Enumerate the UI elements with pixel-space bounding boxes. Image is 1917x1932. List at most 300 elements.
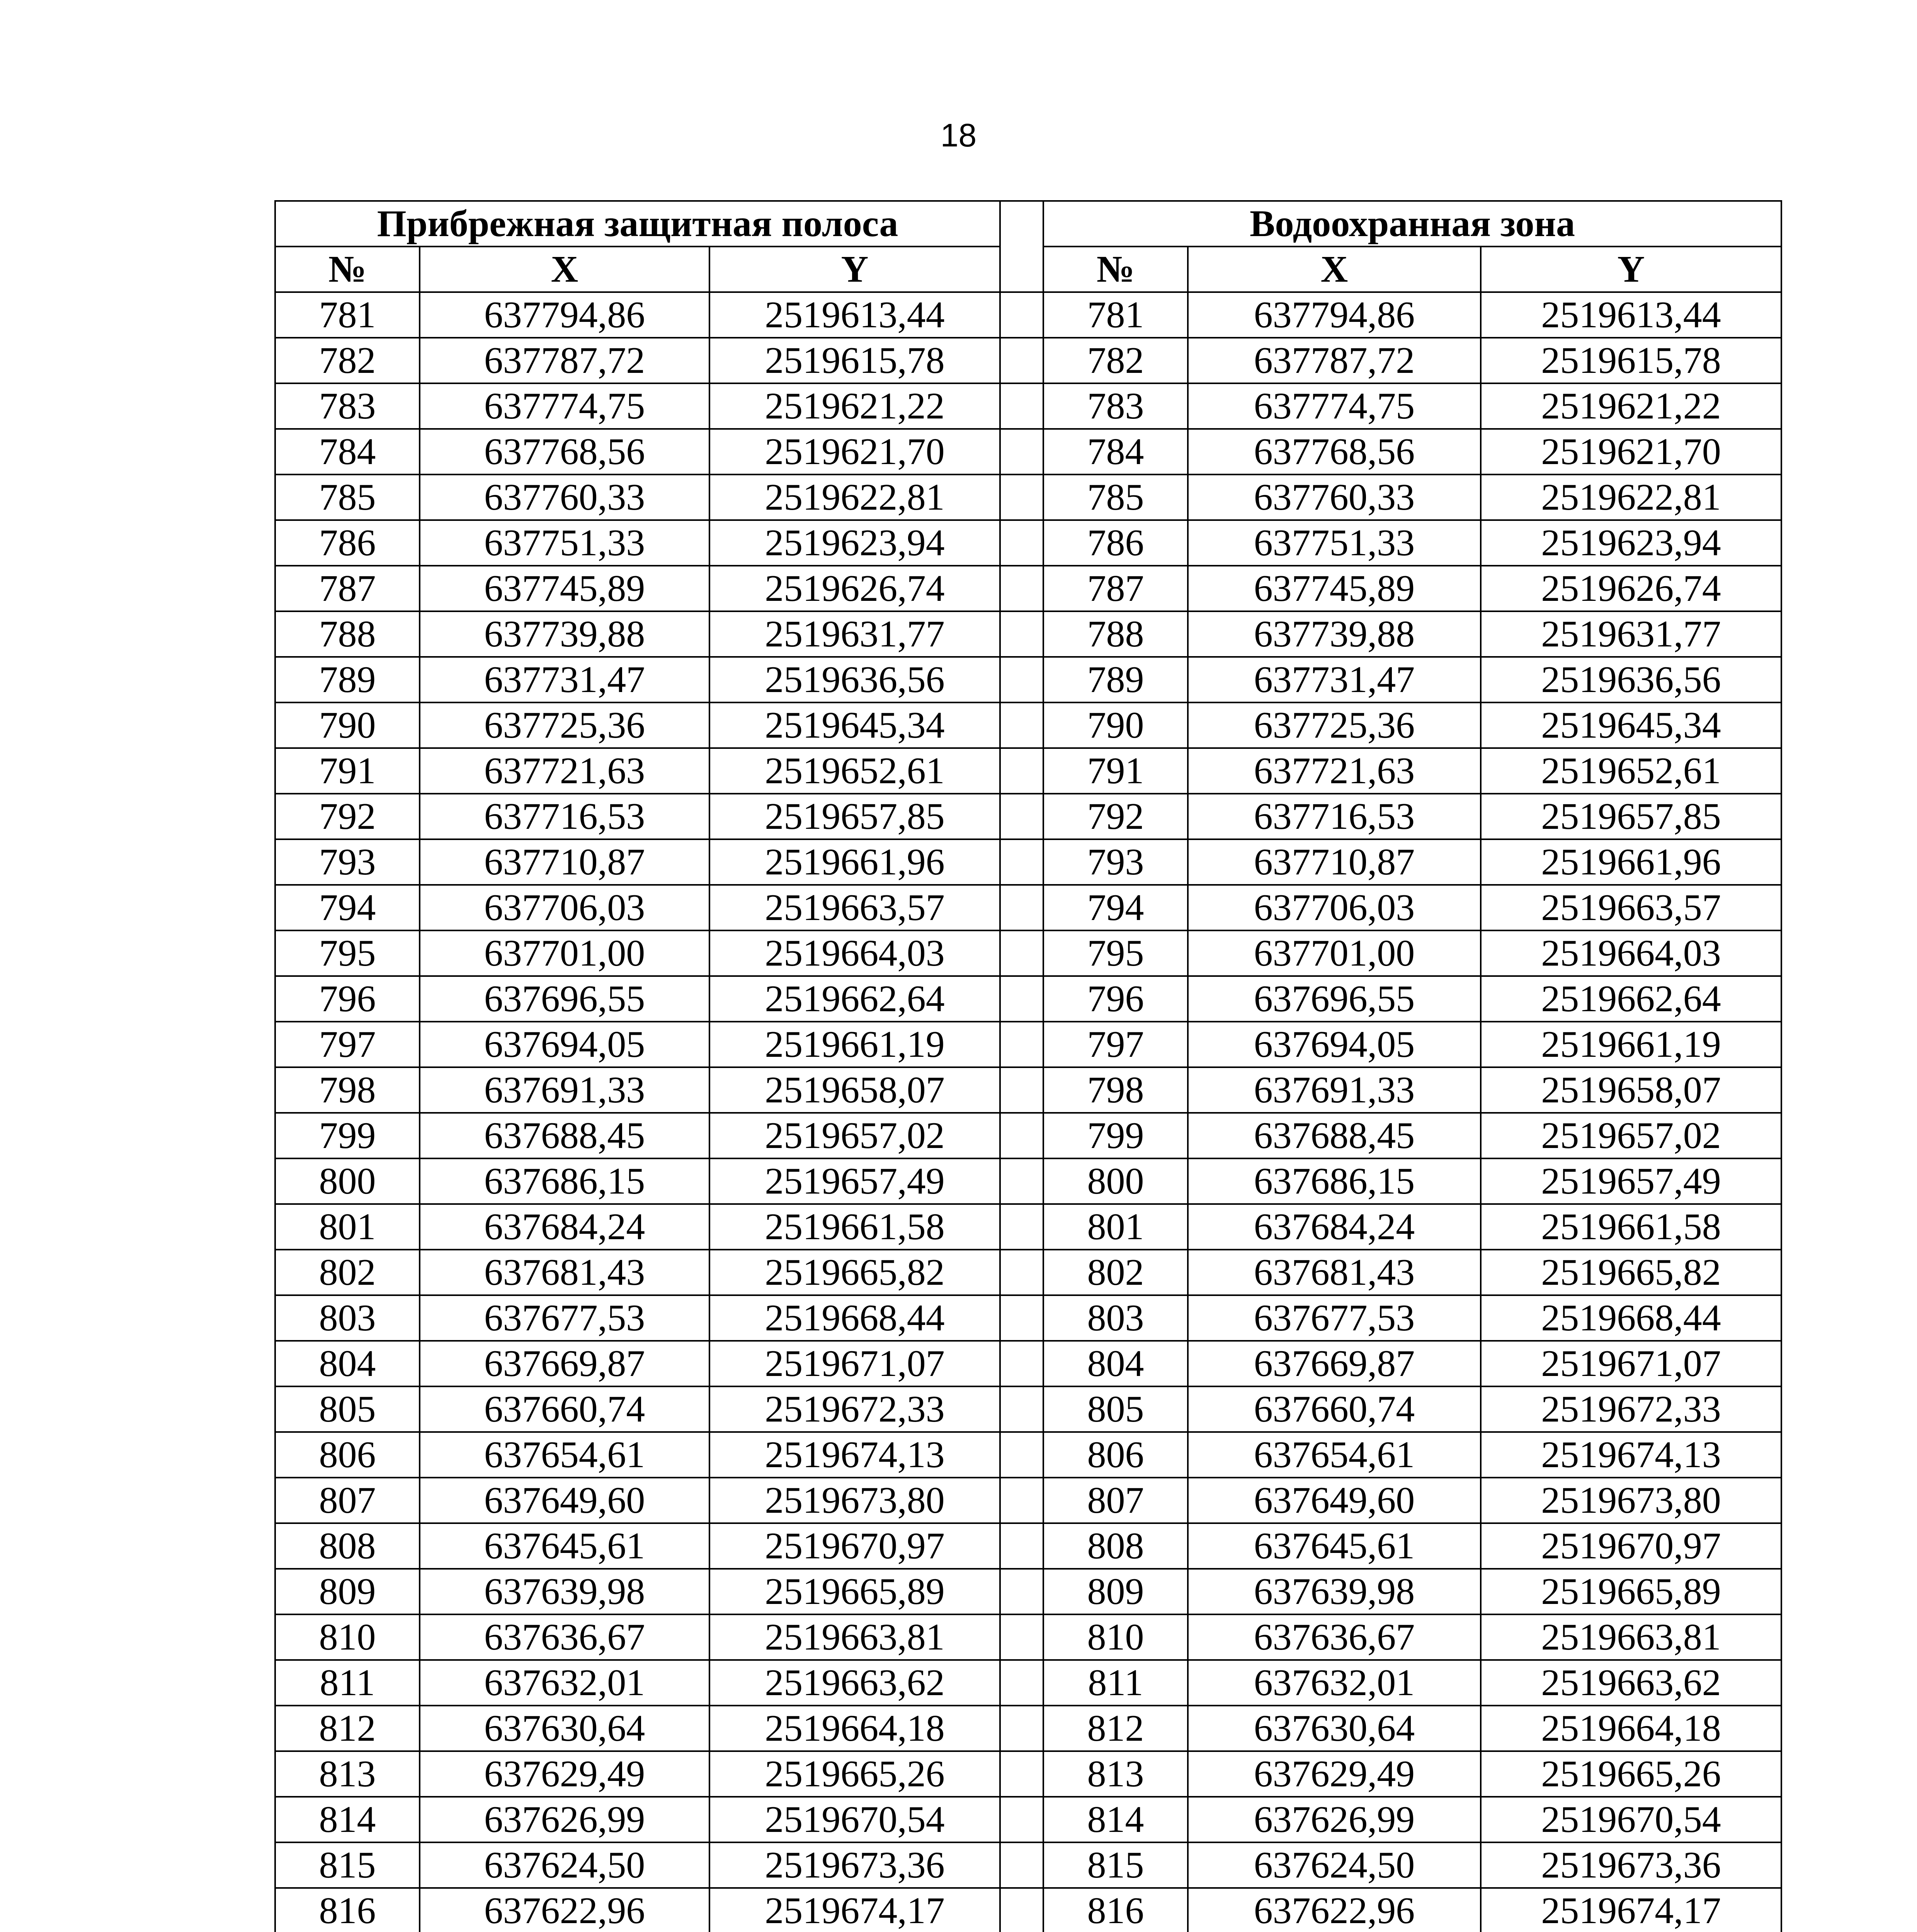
left-cell-y: 2519631,77 [709, 611, 1000, 657]
left-cell-x: 637694,05 [420, 1022, 709, 1067]
left-cell-x: 637745,89 [420, 566, 709, 611]
left-cell-no: 794 [275, 885, 420, 930]
left-cell-no: 790 [275, 702, 420, 748]
right-cell-y: 2519626,74 [1481, 566, 1781, 611]
table-gap-cell [1000, 338, 1043, 383]
table-gap-cell [1000, 794, 1043, 839]
right-cell-y: 2519645,34 [1481, 702, 1781, 748]
left-cell-x: 637626,99 [420, 1797, 709, 1842]
table-gap-cell [1000, 292, 1043, 338]
left-cell-x: 637688,45 [420, 1113, 709, 1158]
left-cell-y: 2519672,33 [709, 1386, 1000, 1432]
table-row [275, 383, 1781, 429]
right-cell-no: 800 [1043, 1158, 1188, 1204]
left-cell-y: 2519622,81 [709, 474, 1000, 520]
right-cell-y: 2519657,02 [1481, 1113, 1781, 1158]
left-cell-y: 2519621,70 [709, 429, 1000, 474]
table-row [275, 1478, 1781, 1523]
table-row [275, 1295, 1781, 1341]
table-gap-cell [1000, 429, 1043, 474]
table-body [275, 292, 1781, 1932]
left-cell-y: 2519665,26 [709, 1751, 1000, 1797]
table-gap-cell [1000, 474, 1043, 520]
left-cell-x: 637701,00 [420, 930, 709, 976]
left-cell-y: 2519673,80 [709, 1478, 1000, 1523]
table-gap-cell [1000, 976, 1043, 1022]
right-cell-no: 785 [1043, 474, 1188, 520]
right-cell-y: 2519662,64 [1481, 976, 1781, 1022]
right-cell-no: 809 [1043, 1569, 1188, 1614]
left-cell-x: 637681,43 [420, 1250, 709, 1295]
right-cell-no: 795 [1043, 930, 1188, 976]
right-cell-y: 2519636,56 [1481, 657, 1781, 702]
left-cell-no: 804 [275, 1341, 420, 1386]
table-row [275, 338, 1781, 383]
right-cell-y: 2519674,17 [1481, 1888, 1781, 1932]
left-cell-y: 2519665,89 [709, 1569, 1000, 1614]
left-cell-y: 2519661,96 [709, 839, 1000, 885]
table-gap-cell [1000, 1067, 1043, 1113]
right-cell-y: 2519621,70 [1481, 429, 1781, 474]
left-cell-y: 2519652,61 [709, 748, 1000, 794]
right-cell-no: 796 [1043, 976, 1188, 1022]
right-cell-y: 2519670,97 [1481, 1523, 1781, 1569]
right-cell-x: 637706,03 [1188, 885, 1481, 930]
table-row [275, 748, 1781, 794]
right-cell-x: 637710,87 [1188, 839, 1481, 885]
right-cell-x: 637739,88 [1188, 611, 1481, 657]
right-cell-x: 637669,87 [1188, 1341, 1481, 1386]
left-cell-x: 637660,74 [420, 1386, 709, 1432]
right-cell-no: 787 [1043, 566, 1188, 611]
table-gap-cell [1000, 748, 1043, 794]
right-cell-x: 637731,47 [1188, 657, 1481, 702]
table-gap-cell [1000, 1706, 1043, 1751]
right-cell-y: 2519664,03 [1481, 930, 1781, 976]
coordinates-table [274, 200, 1782, 1932]
left-cell-x: 637731,47 [420, 657, 709, 702]
right-cell-no: 810 [1043, 1614, 1188, 1660]
table-row [275, 1751, 1781, 1797]
right-cell-y: 2519657,85 [1481, 794, 1781, 839]
right-cell-x: 637677,53 [1188, 1295, 1481, 1341]
left-cell-y: 2519657,02 [709, 1113, 1000, 1158]
water-protection-zone-title: Водоохранная зона [1043, 201, 1781, 247]
left-cell-y: 2519621,22 [709, 383, 1000, 429]
right-cell-x: 637654,61 [1188, 1432, 1481, 1478]
left-cell-no: 789 [275, 657, 420, 702]
left-cell-x: 637768,56 [420, 429, 709, 474]
left-cell-y: 2519662,64 [709, 976, 1000, 1022]
right-cell-x: 637701,00 [1188, 930, 1481, 976]
table-row [275, 1614, 1781, 1660]
right-col-y-header: Y [1481, 247, 1781, 292]
left-cell-y: 2519670,97 [709, 1523, 1000, 1569]
right-cell-y: 2519668,44 [1481, 1295, 1781, 1341]
right-cell-no: 806 [1043, 1432, 1188, 1478]
left-cell-x: 637677,53 [420, 1295, 709, 1341]
left-cell-y: 2519673,36 [709, 1842, 1000, 1888]
left-cell-no: 791 [275, 748, 420, 794]
right-cell-x: 637696,55 [1188, 976, 1481, 1022]
table-gap-cell [1000, 1341, 1043, 1386]
right-cell-y: 2519615,78 [1481, 338, 1781, 383]
right-cell-no: 797 [1043, 1022, 1188, 1067]
left-cell-x: 637794,86 [420, 292, 709, 338]
right-cell-no: 794 [1043, 885, 1188, 930]
right-cell-y: 2519622,81 [1481, 474, 1781, 520]
table-row [275, 1113, 1781, 1158]
left-cell-x: 637725,36 [420, 702, 709, 748]
left-cell-no: 783 [275, 383, 420, 429]
left-cell-y: 2519636,56 [709, 657, 1000, 702]
left-cell-no: 816 [275, 1888, 420, 1932]
left-cell-y: 2519670,54 [709, 1797, 1000, 1842]
right-cell-no: 815 [1043, 1842, 1188, 1888]
left-cell-x: 637691,33 [420, 1067, 709, 1113]
table-gap-cell [1000, 702, 1043, 748]
table-row [275, 1386, 1781, 1432]
left-cell-y: 2519623,94 [709, 520, 1000, 566]
right-cell-no: 792 [1043, 794, 1188, 839]
table-gap-cell [1000, 1751, 1043, 1797]
right-cell-no: 793 [1043, 839, 1188, 885]
table-gap-cell [1000, 520, 1043, 566]
left-cell-no: 800 [275, 1158, 420, 1204]
left-cell-x: 637684,24 [420, 1204, 709, 1250]
table-gap-cell [1000, 1614, 1043, 1660]
left-cell-no: 803 [275, 1295, 420, 1341]
right-cell-x: 637626,99 [1188, 1797, 1481, 1842]
page-number: 18 [940, 117, 977, 153]
left-cell-x: 637629,49 [420, 1751, 709, 1797]
right-cell-x: 637745,89 [1188, 566, 1481, 611]
right-col-x-header: X [1188, 247, 1481, 292]
right-cell-no: 781 [1043, 292, 1188, 338]
left-cell-no: 812 [275, 1706, 420, 1751]
right-cell-x: 637691,33 [1188, 1067, 1481, 1113]
right-col-no-header: № [1043, 247, 1188, 292]
left-cell-y: 2519613,44 [709, 292, 1000, 338]
left-cell-no: 795 [275, 930, 420, 976]
right-cell-no: 813 [1043, 1751, 1188, 1797]
left-cell-y: 2519657,85 [709, 794, 1000, 839]
right-cell-no: 788 [1043, 611, 1188, 657]
coastal-protection-strip-title: Прибрежная защитная полоса [275, 201, 1000, 247]
right-cell-no: 807 [1043, 1478, 1188, 1523]
right-cell-y: 2519631,77 [1481, 611, 1781, 657]
right-cell-y: 2519663,62 [1481, 1660, 1781, 1706]
left-cell-x: 637721,63 [420, 748, 709, 794]
table-row [275, 1888, 1781, 1932]
right-cell-no: 790 [1043, 702, 1188, 748]
right-cell-y: 2519661,19 [1481, 1022, 1781, 1067]
left-cell-no: 815 [275, 1842, 420, 1888]
left-cell-x: 637739,88 [420, 611, 709, 657]
left-cell-no: 796 [275, 976, 420, 1022]
table-row [275, 611, 1781, 657]
right-cell-x: 637684,24 [1188, 1204, 1481, 1250]
table-row [275, 520, 1781, 566]
right-cell-x: 637768,56 [1188, 429, 1481, 474]
left-cell-y: 2519661,19 [709, 1022, 1000, 1067]
table-row [275, 1158, 1781, 1204]
right-cell-no: 802 [1043, 1250, 1188, 1295]
right-cell-y: 2519613,44 [1481, 292, 1781, 338]
right-cell-no: 804 [1043, 1341, 1188, 1386]
table-row [275, 885, 1781, 930]
table-row [275, 566, 1781, 611]
left-cell-no: 782 [275, 338, 420, 383]
right-cell-no: 786 [1043, 520, 1188, 566]
table-row [275, 1204, 1781, 1250]
table-row [275, 657, 1781, 702]
table-row [275, 1432, 1781, 1478]
right-cell-y: 2519674,13 [1481, 1432, 1781, 1478]
left-cell-x: 637774,75 [420, 383, 709, 429]
left-cell-y: 2519674,13 [709, 1432, 1000, 1478]
right-cell-no: 811 [1043, 1660, 1188, 1706]
table-row [275, 1706, 1781, 1751]
right-cell-no: 784 [1043, 429, 1188, 474]
left-cell-x: 637686,15 [420, 1158, 709, 1204]
table-row [275, 1341, 1781, 1386]
table-gap-column [1000, 201, 1043, 292]
left-cell-y: 2519645,34 [709, 702, 1000, 748]
left-cell-x: 637710,87 [420, 839, 709, 885]
table-row [275, 839, 1781, 885]
table-gap-cell [1000, 839, 1043, 885]
right-cell-y: 2519673,36 [1481, 1842, 1781, 1888]
right-cell-no: 799 [1043, 1113, 1188, 1158]
left-cell-y: 2519663,62 [709, 1660, 1000, 1706]
table-row [275, 1022, 1781, 1067]
table-gap-cell [1000, 1295, 1043, 1341]
right-cell-x: 637630,64 [1188, 1706, 1481, 1751]
right-cell-no: 791 [1043, 748, 1188, 794]
right-cell-x: 637649,60 [1188, 1478, 1481, 1523]
table-row [275, 474, 1781, 520]
right-cell-x: 637629,49 [1188, 1751, 1481, 1797]
left-cell-y: 2519668,44 [709, 1295, 1000, 1341]
left-cell-y: 2519661,58 [709, 1204, 1000, 1250]
right-cell-no: 782 [1043, 338, 1188, 383]
right-cell-y: 2519652,61 [1481, 748, 1781, 794]
table-gap-cell [1000, 1113, 1043, 1158]
left-cell-y: 2519663,81 [709, 1614, 1000, 1660]
table-gap-cell [1000, 1022, 1043, 1067]
left-cell-no: 786 [275, 520, 420, 566]
right-cell-y: 2519673,80 [1481, 1478, 1781, 1523]
right-cell-y: 2519665,26 [1481, 1751, 1781, 1797]
right-cell-no: 814 [1043, 1797, 1188, 1842]
left-cell-no: 788 [275, 611, 420, 657]
table-gap-cell [1000, 930, 1043, 976]
right-cell-no: 801 [1043, 1204, 1188, 1250]
right-cell-y: 2519623,94 [1481, 520, 1781, 566]
left-cell-no: 793 [275, 839, 420, 885]
right-cell-x: 637686,15 [1188, 1158, 1481, 1204]
left-cell-no: 814 [275, 1797, 420, 1842]
table-gap-cell [1000, 1478, 1043, 1523]
right-cell-y: 2519672,33 [1481, 1386, 1781, 1432]
left-cell-y: 2519626,74 [709, 566, 1000, 611]
left-col-y-header: Y [709, 247, 1000, 292]
left-cell-no: 787 [275, 566, 420, 611]
left-col-no-header: № [275, 247, 420, 292]
right-cell-no: 783 [1043, 383, 1188, 429]
table-row [275, 794, 1781, 839]
table-row [275, 1523, 1781, 1569]
left-cell-no: 781 [275, 292, 420, 338]
right-cell-y: 2519671,07 [1481, 1341, 1781, 1386]
left-cell-x: 637649,60 [420, 1478, 709, 1523]
right-cell-x: 637622,96 [1188, 1888, 1481, 1932]
right-cell-x: 637794,86 [1188, 292, 1481, 338]
table-gap-cell [1000, 1660, 1043, 1706]
table-row [275, 930, 1781, 976]
right-cell-y: 2519665,82 [1481, 1250, 1781, 1295]
table-row [275, 1797, 1781, 1842]
left-cell-y: 2519664,18 [709, 1706, 1000, 1751]
table-gap-cell [1000, 1250, 1043, 1295]
table-gap-cell [1000, 1842, 1043, 1888]
left-cell-no: 810 [275, 1614, 420, 1660]
right-cell-no: 805 [1043, 1386, 1188, 1432]
left-cell-no: 784 [275, 429, 420, 474]
right-cell-y: 2519670,54 [1481, 1797, 1781, 1842]
table-gap-cell [1000, 1888, 1043, 1932]
right-cell-x: 637721,63 [1188, 748, 1481, 794]
right-cell-x: 637681,43 [1188, 1250, 1481, 1295]
left-cell-x: 637760,33 [420, 474, 709, 520]
left-cell-y: 2519664,03 [709, 930, 1000, 976]
table-gap-cell [1000, 383, 1043, 429]
left-cell-y: 2519674,17 [709, 1888, 1000, 1932]
left-cell-y: 2519665,82 [709, 1250, 1000, 1295]
left-cell-x: 637632,01 [420, 1660, 709, 1706]
left-cell-y: 2519663,57 [709, 885, 1000, 930]
table-row [275, 1842, 1781, 1888]
left-cell-x: 637716,53 [420, 794, 709, 839]
table-row [275, 292, 1781, 338]
left-cell-no: 806 [275, 1432, 420, 1478]
table-gap-cell [1000, 1204, 1043, 1250]
left-cell-no: 798 [275, 1067, 420, 1113]
left-cell-x: 637622,96 [420, 1888, 709, 1932]
table-title-row [275, 201, 1781, 247]
table-gap-cell [1000, 1432, 1043, 1478]
right-cell-x: 637624,50 [1188, 1842, 1481, 1888]
table-gap-cell [1000, 1386, 1043, 1432]
table-gap-cell [1000, 1569, 1043, 1614]
right-cell-x: 637725,36 [1188, 702, 1481, 748]
left-cell-x: 637624,50 [420, 1842, 709, 1888]
left-cell-x: 637639,98 [420, 1569, 709, 1614]
right-cell-x: 637751,33 [1188, 520, 1481, 566]
left-cell-x: 637645,61 [420, 1523, 709, 1569]
left-cell-no: 808 [275, 1523, 420, 1569]
left-cell-y: 2519671,07 [709, 1341, 1000, 1386]
right-cell-y: 2519663,57 [1481, 885, 1781, 930]
left-cell-no: 809 [275, 1569, 420, 1614]
left-cell-no: 792 [275, 794, 420, 839]
left-col-x-header: X [420, 247, 709, 292]
table-row [275, 702, 1781, 748]
right-cell-no: 808 [1043, 1523, 1188, 1569]
right-cell-x: 637787,72 [1188, 338, 1481, 383]
table-gap-cell [1000, 1158, 1043, 1204]
left-cell-no: 805 [275, 1386, 420, 1432]
right-cell-x: 637639,98 [1188, 1569, 1481, 1614]
right-cell-y: 2519658,07 [1481, 1067, 1781, 1113]
table-row [275, 1660, 1781, 1706]
right-cell-y: 2519664,18 [1481, 1706, 1781, 1751]
left-cell-y: 2519658,07 [709, 1067, 1000, 1113]
left-cell-no: 799 [275, 1113, 420, 1158]
left-cell-no: 797 [275, 1022, 420, 1067]
right-cell-x: 637760,33 [1188, 474, 1481, 520]
left-cell-no: 785 [275, 474, 420, 520]
right-cell-x: 637660,74 [1188, 1386, 1481, 1432]
right-cell-no: 789 [1043, 657, 1188, 702]
right-cell-y: 2519661,96 [1481, 839, 1781, 885]
table-row [275, 429, 1781, 474]
left-cell-x: 637636,67 [420, 1614, 709, 1660]
right-cell-x: 637645,61 [1188, 1523, 1481, 1569]
right-cell-no: 816 [1043, 1888, 1188, 1932]
table-gap-cell [1000, 1797, 1043, 1842]
left-cell-no: 807 [275, 1478, 420, 1523]
left-cell-x: 637751,33 [420, 520, 709, 566]
table-row [275, 976, 1781, 1022]
right-cell-x: 637632,01 [1188, 1660, 1481, 1706]
right-cell-y: 2519663,81 [1481, 1614, 1781, 1660]
left-cell-y: 2519615,78 [709, 338, 1000, 383]
right-cell-x: 637774,75 [1188, 383, 1481, 429]
left-cell-x: 637654,61 [420, 1432, 709, 1478]
right-cell-x: 637688,45 [1188, 1113, 1481, 1158]
right-cell-y: 2519657,49 [1481, 1158, 1781, 1204]
left-cell-x: 637669,87 [420, 1341, 709, 1386]
right-cell-y: 2519665,89 [1481, 1569, 1781, 1614]
left-cell-y: 2519657,49 [709, 1158, 1000, 1204]
left-cell-no: 811 [275, 1660, 420, 1706]
right-cell-no: 803 [1043, 1295, 1188, 1341]
right-cell-y: 2519621,22 [1481, 383, 1781, 429]
table-gap-cell [1000, 657, 1043, 702]
right-cell-x: 637694,05 [1188, 1022, 1481, 1067]
left-cell-no: 801 [275, 1204, 420, 1250]
table-gap-cell [1000, 611, 1043, 657]
left-cell-x: 637787,72 [420, 338, 709, 383]
right-cell-x: 637716,53 [1188, 794, 1481, 839]
left-cell-x: 637696,55 [420, 976, 709, 1022]
table-row [275, 1067, 1781, 1113]
table-gap-cell [1000, 566, 1043, 611]
left-cell-no: 813 [275, 1751, 420, 1797]
table-gap-cell [1000, 1523, 1043, 1569]
table-row [275, 1250, 1781, 1295]
right-cell-y: 2519661,58 [1481, 1204, 1781, 1250]
right-cell-no: 798 [1043, 1067, 1188, 1113]
left-cell-no: 802 [275, 1250, 420, 1295]
right-cell-no: 812 [1043, 1706, 1188, 1751]
left-cell-x: 637706,03 [420, 885, 709, 930]
table-gap-cell [1000, 885, 1043, 930]
right-cell-x: 637636,67 [1188, 1614, 1481, 1660]
left-cell-x: 637630,64 [420, 1706, 709, 1751]
